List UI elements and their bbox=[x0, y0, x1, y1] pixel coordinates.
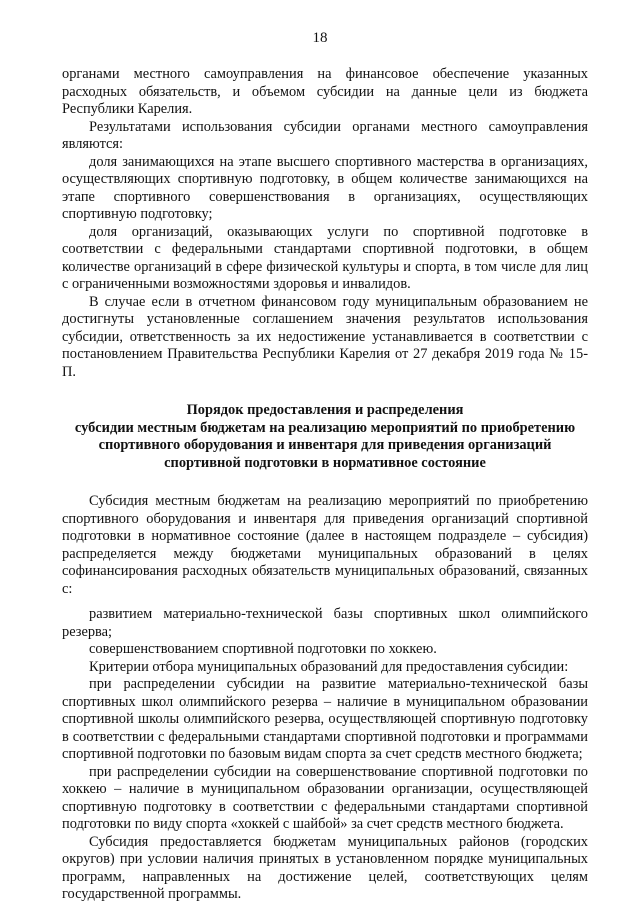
paragraph: Субсидия местным бюджетам на реализацию мероприятий по приобретению спортивного оборудования и инвентаря для приведения организаций спортивной подготовки в нормативное состояние (далее в настоящем подразделе – субсидия) распределяется между бюджетами муниципальных образований в целях софинансирования расходных обязательств муниципальных образований, связанных с: bbox=[62, 493, 588, 597]
paragraph: органами местного самоуправления на финансовое обеспечение указанных расходных обязательств, и объемом субсидии на данные цели из бюджета Республики Карелия. bbox=[62, 66, 588, 117]
section-heading-line: субсидии местным бюджетам на реализацию мероприятий по приобретению bbox=[74, 419, 576, 436]
section-heading-line: спортивной подготовки в нормативное состояние bbox=[164, 454, 486, 471]
paragraph: В случае если в отчетном финансовом году муниципальным образованием не достигнуты установленные соглашением значения результатов использования субсидии, ответственность за их недостижение устанавливается в соответствии с постановлением Правительства Республики Карелия от 27 декабря 2019 года № 15-П. bbox=[62, 293, 588, 380]
paragraph: Субсидия предоставляется бюджетам муниципальных районов (городских округов) при условии наличия принятых в установленном порядке муниципальных программ, направленных на достижение целей, соответствующих целям государственной программы. bbox=[62, 833, 588, 902]
paragraph: доля организаций, оказывающих услуги по спортивной подготовке в соответствии с федеральными стандартами спортивной подготовки, в общем количестве организаций в сфере физической культуры и спорта, в том числе для лиц с ограниченными возможностями здоровья и инвалидов. bbox=[62, 223, 588, 292]
paragraph: совершенствованием спортивной подготовки по хоккею. bbox=[89, 641, 437, 657]
document-body bbox=[62, 66, 588, 904]
page-number: 18 bbox=[312, 30, 328, 46]
paragraph: Результатами использования субсидии органами местного самоуправления являются: bbox=[62, 118, 588, 152]
section-heading bbox=[62, 402, 588, 472]
section-heading-line: Порядок предоставления и распределения bbox=[186, 402, 464, 418]
section-heading-line: спортивного оборудования и инвентаря для приведения организаций bbox=[98, 437, 552, 453]
paragraph: доля занимающихся на этапе высшего спортивного мастерства в организациях, осуществляющих спортивную подготовку, в общем количестве занимающихся на этапе спортивного совершенствования в организациях, осуществляющих спортивную подготовку; bbox=[62, 153, 588, 222]
paragraph: при распределении субсидии на развитие материально-технической базы спортивных школ олимпийского резерва – наличие в муниципальном образовании спортивной школы олимпийского резерва, осуществляющей спортивную подготовку в соответствии с федеральными стандартами спортивной подготовки и программами спортивной подготовки по базовым видам спорта за счет средств местного бюджета; bbox=[62, 676, 588, 762]
paragraph: при распределении субсидии на совершенствование спортивной подготовки по хоккею – наличие в муниципальном образовании организации, осуществляющей спортивную подготовку в соответствии с федеральными стандартами спортивной подготовки по виду спорта «хоккей с шайбой» за счет средств местного бюджета. bbox=[62, 763, 588, 832]
paragraph: Критерии отбора муниципальных образований для предоставления субсидии: bbox=[89, 658, 569, 675]
paragraph: развитием материально-технической базы спортивных школ олимпийского резерва; bbox=[62, 606, 588, 640]
